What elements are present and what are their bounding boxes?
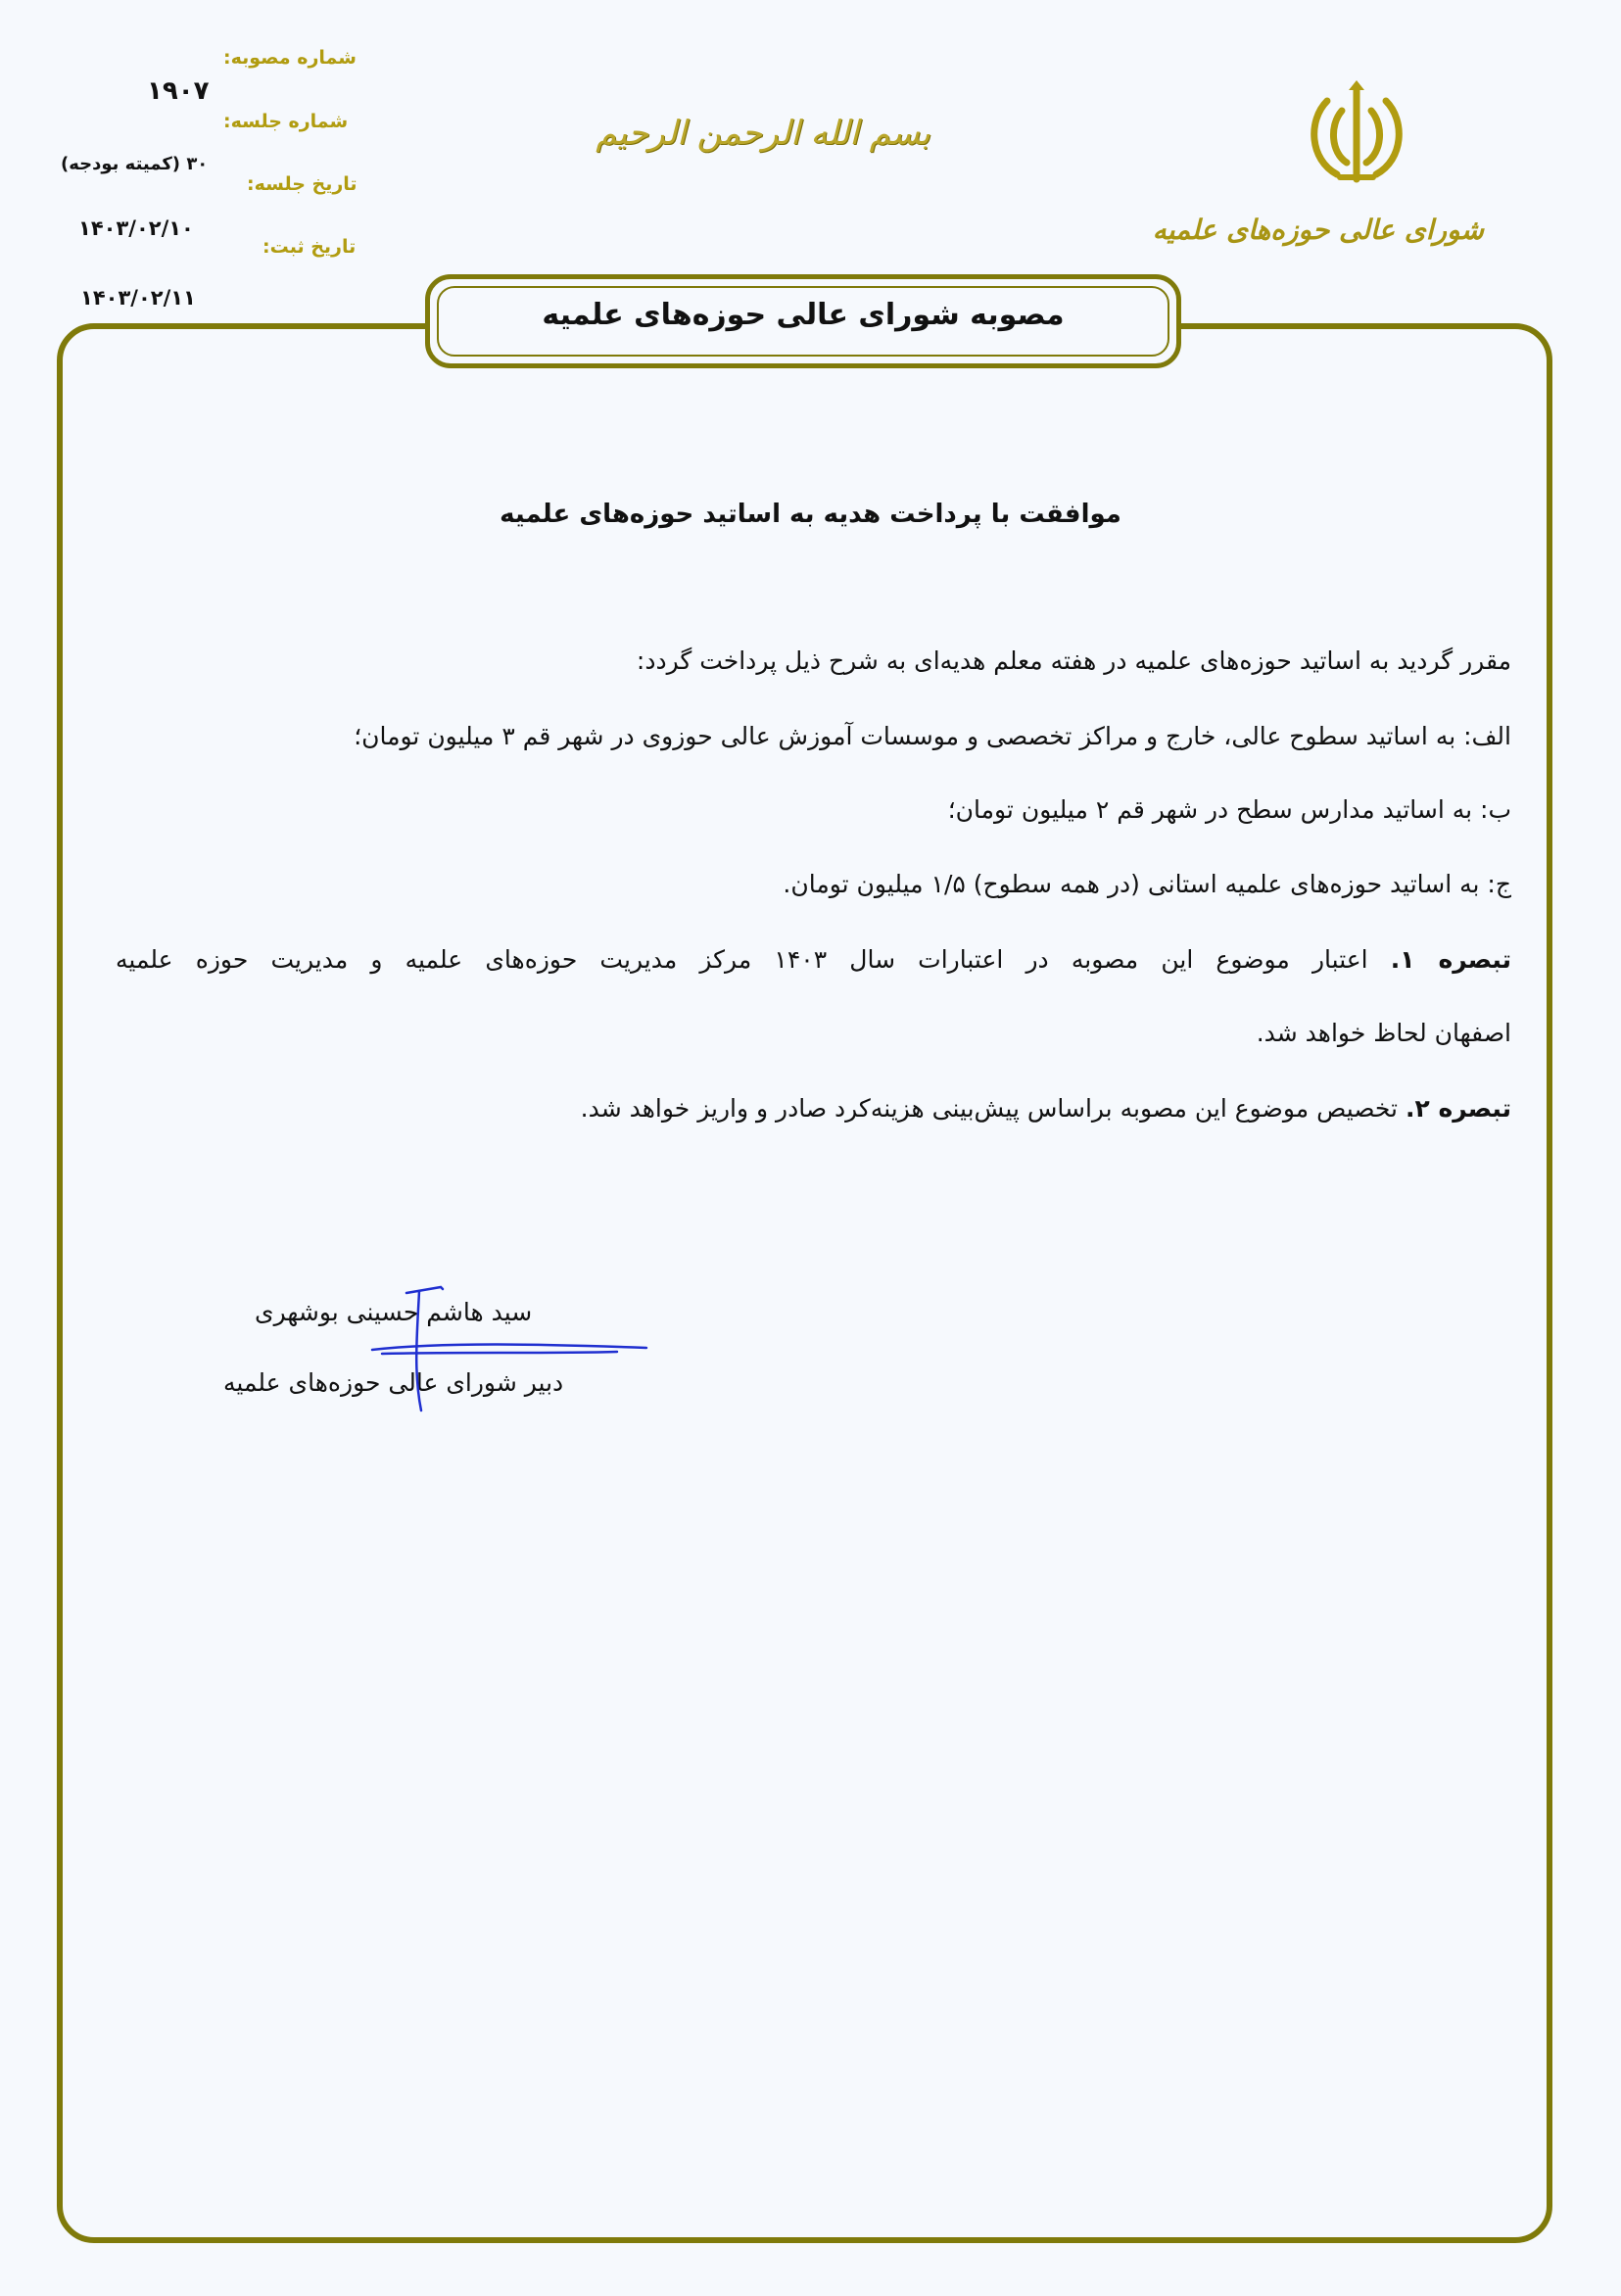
- session-date-label: تاریخ جلسه:: [247, 173, 358, 195]
- item-b: ب: به اساتید مدارس سطح در شهر قم ۲ میلیون تومان؛: [947, 795, 1511, 824]
- approval-header: مصوبه شورای عالی حوزه‌های علمیه: [542, 298, 1065, 332]
- subject-title: موافقت با پرداخت هدیه به اساتید حوزه‌های علمیه: [500, 500, 1121, 529]
- item-c: ج: به اساتید حوزه‌های علمیه استانی (در همه سطوح) ۱/۵ میلیون تومان.: [783, 870, 1511, 898]
- bismillah-calligraphy: [596, 108, 930, 167]
- registration-date: ۱۴۰۳/۰۲/۱۱: [80, 286, 196, 310]
- note-1-label: تبصره ۱.: [1390, 945, 1511, 974]
- handwritten-signature: [362, 1273, 656, 1420]
- signer-title: دبیر شورای عالی حوزه‌های علمیه: [223, 1368, 564, 1397]
- intro-paragraph: مقرر گردید به اساتید حوزه‌های علمیه در هفته معلم هدیه‌ای به شرح ذیل پرداخت گردد:: [636, 646, 1511, 675]
- session-number-label: شماره جلسه:: [223, 111, 349, 132]
- note-1-text: اعتبار موضوع این مصوبه در اعتبارات سال ۱۴۰۳ مرکز مدیریت حوزه‌های علمیه و مدیریت حوزه علمیه: [116, 945, 1368, 974]
- item-a: الف: به اساتید سطوح عالی، خارج و مراکز تخصصی و موسسات آموزش عالی حوزوی در شهر قم ۳ میلیون تومان؛: [354, 722, 1511, 750]
- session-number: ۳۰ (کمیته بودجه): [61, 154, 209, 174]
- registration-date-label: تاریخ ثبت:: [262, 236, 357, 258]
- iran-emblem-icon: [1298, 76, 1415, 194]
- note-2-label: تبصره ۲.: [1405, 1094, 1511, 1123]
- session-date: ۱۴۰۳/۰۲/۱۰: [78, 216, 194, 240]
- document-frame: [57, 323, 1552, 2243]
- approval-number-label: شماره مصوبه:: [223, 47, 357, 69]
- note-2: [581, 1094, 1511, 1123]
- council-name: شورای عالی حوزه‌های علمیه: [1152, 214, 1484, 246]
- bismillah-text: بسم الله الرحمن الرحیم: [596, 114, 930, 153]
- approval-number: ۱۹۰۷: [147, 76, 210, 106]
- note-1: [116, 945, 1511, 974]
- signer-name: سید هاشم حسینی بوشهری: [255, 1298, 533, 1326]
- note-2-text: تخصیص موضوع این مصوبه براساس پیش‌بینی هزینه‌کرد صادر و واریز خواهد شد.: [580, 1094, 1399, 1123]
- note-1-continuation: اصفهان لحاظ خواهد شد.: [1256, 1019, 1511, 1047]
